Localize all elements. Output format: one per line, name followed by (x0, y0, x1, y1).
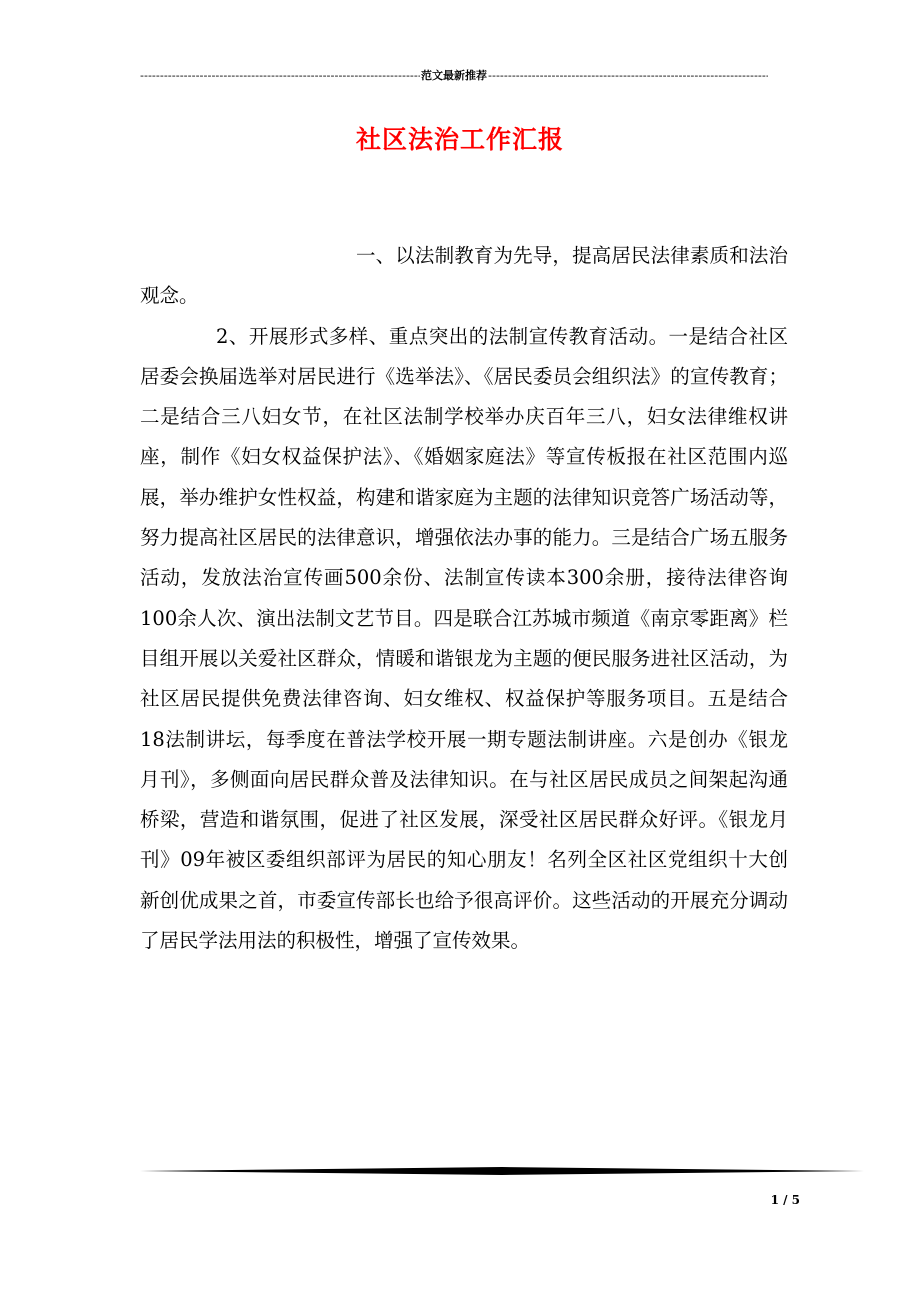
document-body (140, 236, 788, 961)
header-dashes-right (488, 64, 768, 88)
paragraph-activities: 2、开展形式多样、重点突出的法制宣传教育活动。一是结合社区居委会换届选举对居民进行《选举法》、《居民委员会组织法》的宣传教育；二是结合三八妇女节，在社区法制学校举办庆百年三八，妇女法律维权讲座，制作《妇女权益保护法》、《婚姻家庭法》等宣传板报在社区范围内巡展，举办维护女性权益，构建和谐家庭为主题的法律知识竞答广场活动等，努力提高社区居民的法律意识，增强依法办事的能力。三是结合广场五服务活动，发放法治宣传画500余份、法制宣传读本300余册，接待法律咨询100余人次、演出法制文艺节目。四是联合江苏城市频道《南京零距离》栏目组开展以关爱社区群众，情暖和谐银龙为主题的便民服务进社区活动，为社区居民提供免费法律咨询、妇女维权、权益保护等服务项目。五是结合18法制讲坛，每季度在普法学校开展一期专题法制讲座。六是创办《银龙月刊》，多侧面向居民群众普及法律知识。在与社区居民成员之间架起沟通桥梁，营造和谐氛围，促进了社区发展，深受社区居民群众好评。《银龙月刊》09年被区委组织部评为居民的知心朋友！名列全区社区党组织十大创新创优成果之首，市委宣传部长也给予很高评价。这些活动的开展充分调动了居民学法用法的积极性，增强了宣传效果。 (140, 324, 788, 953)
header-dashes-left (140, 64, 420, 88)
document-title: 社区法治工作汇报 (355, 125, 564, 154)
paragraph-section-heading: 一、以法制教育为先导，提高居民法律素质和法治观念。 (140, 244, 788, 308)
header-label: 范文最新推荐 (421, 69, 487, 82)
page-header (140, 64, 768, 88)
page-number: 1 / 5 (770, 1193, 800, 1207)
footer-divider (140, 1166, 864, 1176)
